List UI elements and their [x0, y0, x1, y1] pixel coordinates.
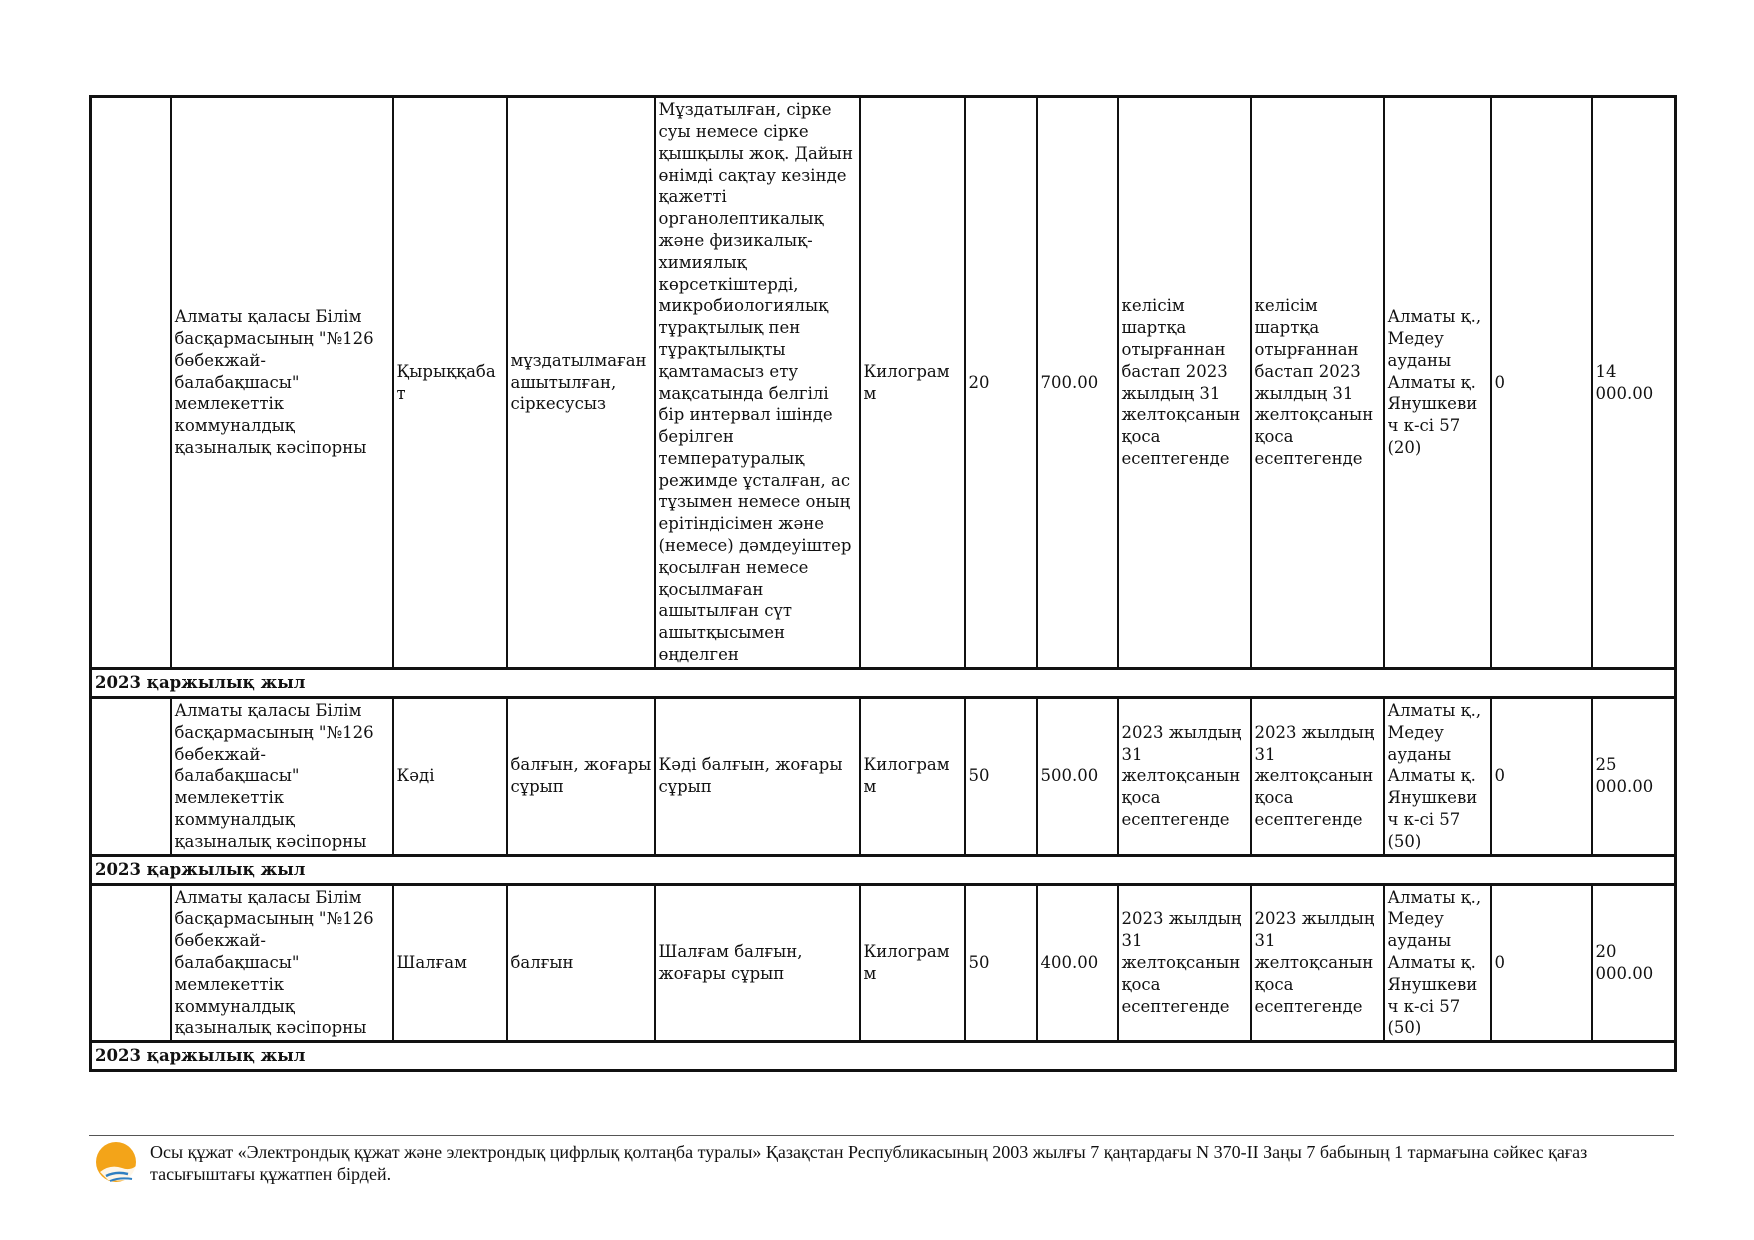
sum-cell: 14 000.00 — [1592, 97, 1676, 669]
fiscal-year-row — [91, 855, 1676, 884]
unit-cell: Килограмм — [860, 97, 965, 669]
delivery-term-cell: келісім шартқа отырғаннан бастап 2023 жылдың 31 желтоқсанын қоса есептегенде — [1118, 97, 1251, 669]
delivery-place-cell: Алматы қ., Медеу ауданы Алматы қ. Янушкевич к-сі 57 (50) — [1384, 698, 1491, 856]
unit-cell: Килограмм — [860, 884, 965, 1042]
advance-cell: 0 — [1491, 698, 1592, 856]
fiscal-year-label: 2023 қаржылық жыл — [91, 1042, 1676, 1071]
fiscal-year-label: 2023 қаржылық жыл — [91, 855, 1676, 884]
sun-logo-icon — [92, 1138, 140, 1186]
sum-cell: 20 000.00 — [1592, 884, 1676, 1042]
full-description-cell: Кәді балғын, жоғары сұрып — [655, 698, 860, 856]
customer-cell: Алматы қаласы Білім басқармасының "№126 бөбекжай-балабақшасы" мемлекеттік коммуналдық қазыналық кәсіпорны — [171, 97, 393, 669]
price-cell: 700.00 — [1037, 97, 1118, 669]
row-number-cell — [91, 698, 171, 856]
fiscal-year-row — [91, 1042, 1676, 1071]
delivery-term-cell: 2023 жылдың 31 желтоқсанын қоса есептегенде — [1118, 884, 1251, 1042]
fiscal-year-label: 2023 қаржылық жыл — [91, 669, 1676, 698]
footer-divider — [89, 1135, 1674, 1136]
quantity-cell: 20 — [965, 97, 1037, 669]
delivery-term-cell: 2023 жылдың 31 желтоқсанын қоса есептегенде — [1251, 698, 1384, 856]
delivery-term-cell: 2023 жылдың 31 желтоқсанын қоса есептегенде — [1118, 698, 1251, 856]
table-row — [91, 698, 1676, 856]
unit-cell: Килограмм — [860, 698, 965, 856]
price-cell: 400.00 — [1037, 884, 1118, 1042]
quantity-cell: 50 — [965, 884, 1037, 1042]
product-name-cell: Қырыққабат — [393, 97, 507, 669]
short-description-cell: мұздатылмаған ашытылған, сіркесусыз — [507, 97, 655, 669]
quantity-cell: 50 — [965, 698, 1037, 856]
delivery-term-cell: келісім шартқа отырғаннан бастап 2023 жылдың 31 желтоқсанын қоса есептегенде — [1251, 97, 1384, 669]
delivery-term-cell: 2023 жылдың 31 желтоқсанын қоса есептегенде — [1251, 884, 1384, 1042]
customer-cell: Алматы қаласы Білім басқармасының "№126 бөбекжай-балабақшасы" мемлекеттік коммуналдық қазыналық кәсіпорны — [171, 698, 393, 856]
customer-cell: Алматы қаласы Білім басқармасының "№126 бөбекжай-балабақшасы" мемлекеттік коммуналдық қазыналық кәсіпорны — [171, 884, 393, 1042]
delivery-place-cell: Алматы қ., Медеу ауданы Алматы қ. Янушкевич к-сі 57 (50) — [1384, 884, 1491, 1042]
advance-cell: 0 — [1491, 97, 1592, 669]
table-row — [91, 884, 1676, 1042]
table-row — [91, 97, 1676, 669]
product-name-cell: Шалғам — [393, 884, 507, 1042]
fiscal-year-row — [91, 669, 1676, 698]
full-description-cell: Шалғам балғын, жоғары сұрып — [655, 884, 860, 1042]
product-name-cell: Кәді — [393, 698, 507, 856]
short-description-cell: балғын, жоғары сұрып — [507, 698, 655, 856]
advance-cell: 0 — [1491, 884, 1592, 1042]
procurement-table — [89, 95, 1677, 1072]
row-number-cell — [91, 97, 171, 669]
delivery-place-cell: Алматы қ., Медеу ауданы Алматы қ. Янушкевич к-сі 57 (20) — [1384, 97, 1491, 669]
footer-legal-note: Осы құжат «Электрондық құжат және электрондық цифрлық қолтаңба туралы» Қазақстан Республикасының 2003 жылғы 7 қаңтардағы N 370-II Заңы 7 бабының 1 тармағына сәйкес қағаз тасығыштағы құжатпен бірдей. — [150, 1142, 1588, 1184]
sum-cell: 25 000.00 — [1592, 698, 1676, 856]
price-cell: 500.00 — [1037, 698, 1118, 856]
full-description-cell: Мұздатылған, сірке суы немесе сірке қышқылы жоқ. Дайын өнімді сақтау кезінде қажетті органолептикалық және физикалық-химиялық көрсеткіштерді, микробиологиялық тұрақтылық пен тұрақтылықты қамтамасыз ету мақсатында белгілі бір интервал ішінде берілген температуралық режимде ұсталған, ас тұзымен немесе оның ерітіндісімен және (немесе) дәмдеуіштер қосылған немесе қосылмаған ашытылған сүт ашытқысымен өңделген — [655, 97, 860, 669]
row-number-cell — [91, 884, 171, 1042]
short-description-cell: балғын — [507, 884, 655, 1042]
